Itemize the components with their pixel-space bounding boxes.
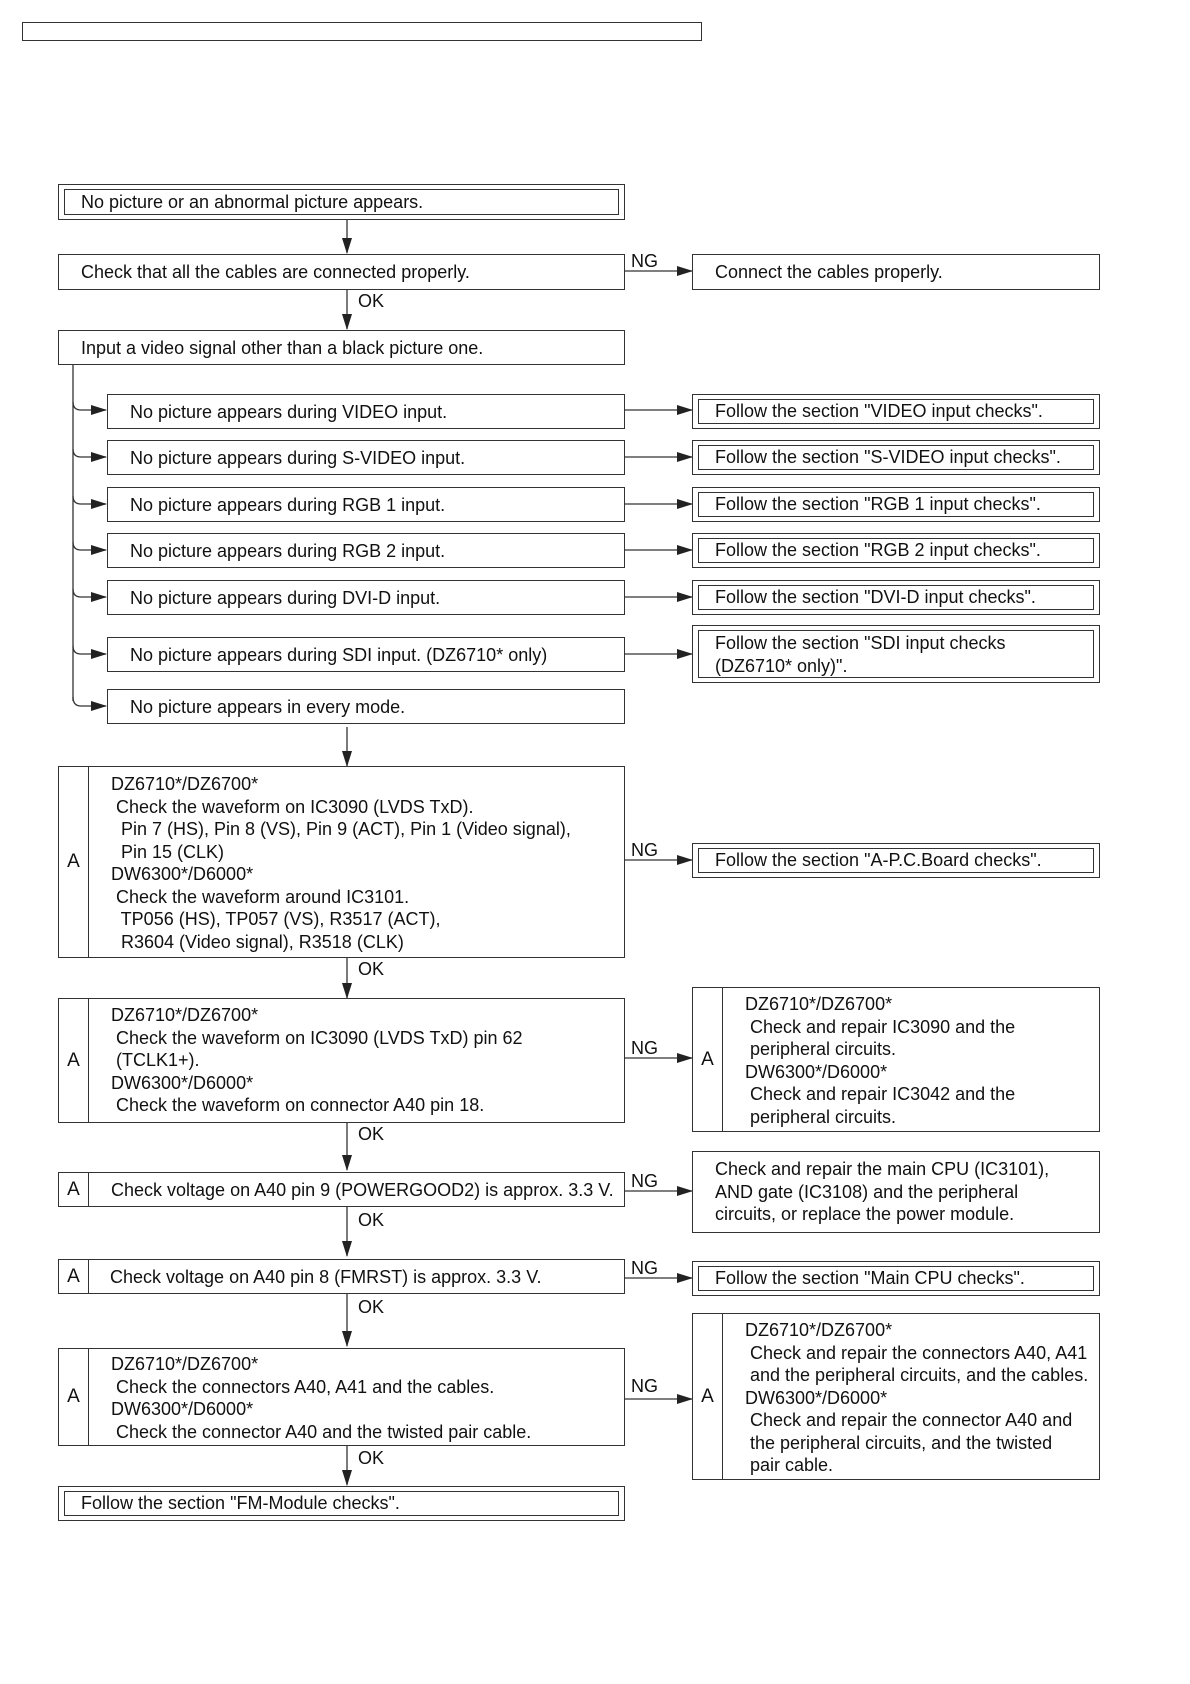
- step3-text: Check voltage on A40 pin 9 (POWERGOOD2) is approx. 3.3 V.: [111, 1180, 614, 1200]
- ok-label-step4: OK: [358, 1297, 385, 1317]
- ok-label-cables: OK: [358, 291, 385, 311]
- step2-ng-line-5: Check and repair IC3042 and the: [745, 1084, 1016, 1104]
- ng-label-step3: NG: [631, 1171, 658, 1191]
- follow-sdi-text-line1: Follow the section "SDI input checks: [715, 633, 1006, 653]
- step3-box: [58, 1172, 625, 1207]
- check-cables-box: [58, 254, 625, 290]
- mode-sdi-text: No picture appears during SDI input. (DZ6710* only): [130, 645, 548, 665]
- step5-ng-line-1: DZ6710*/DZ6700*: [745, 1320, 893, 1340]
- follow-rgb2-box: [692, 533, 1100, 568]
- mode-rgb1-box: [107, 487, 625, 522]
- mode-rgb2-text: No picture appears during RGB 2 input.: [130, 541, 446, 561]
- step3-ng-line-3: circuits, or replace the power module.: [715, 1204, 1015, 1224]
- step2-line-5: Check the waveform on connector A40 pin 18.: [111, 1095, 485, 1115]
- step2-ng-box: [692, 987, 1100, 1132]
- mode-video-text: No picture appears during VIDEO input.: [130, 402, 448, 422]
- follow-sdi-text-line2: (DZ6710* only)".: [715, 656, 848, 676]
- connect-cables-text: Connect the cables properly.: [715, 262, 943, 282]
- step5-ng-box: [692, 1313, 1100, 1480]
- step5-ng-line-5: Check and repair the connector A40 and: [745, 1410, 1073, 1430]
- step5-line-1: DZ6710*/DZ6700*: [111, 1354, 259, 1374]
- step2-ng-line-2: Check and repair IC3090 and the: [745, 1016, 1016, 1037]
- step5-line-4: Check the connector A40 and the twisted pair cable.: [111, 1421, 532, 1442]
- ok-label-step1: OK: [358, 959, 385, 979]
- step1-line-2: Check the waveform on IC3090 (LVDS TxD).: [111, 796, 474, 817]
- step5-ng-line-4: DW6300*/D6000*: [745, 1387, 888, 1408]
- follow-rgb2-text: Follow the section "RGB 2 input checks".: [715, 540, 1041, 560]
- step2-line-4: DW6300*/D6000*: [111, 1072, 254, 1093]
- mode-every-box: [107, 689, 625, 724]
- connect-cables-box: [692, 254, 1100, 290]
- step2-ng-line-4: DW6300*/D6000*: [745, 1061, 888, 1082]
- follow-svideo-text: Follow the section "S-VIDEO input checks".: [715, 447, 1061, 467]
- follow-video-box: [692, 394, 1100, 429]
- ng-label-cables: NG: [631, 251, 658, 271]
- step1-ng-text: Follow the section "A-P.C.Board checks".: [715, 850, 1042, 870]
- step1-ng-box: [692, 843, 1100, 878]
- mode-dvid-text: No picture appears during DVI-D input.: [130, 588, 441, 608]
- step5-box: [58, 1348, 625, 1446]
- step2-ng-line-3: peripheral circuits.: [745, 1039, 897, 1059]
- step1-line-4: Pin 15 (CLK): [111, 841, 225, 862]
- step1-line-8: R3604 (Video signal), R3518 (CLK): [111, 931, 404, 952]
- step4-text: Check voltage on A40 pin 8 (FMRST) is approx. 3.3 V.: [110, 1267, 542, 1287]
- ng-label-step1: NG: [631, 840, 658, 860]
- step5-ng-line-3: and the peripheral circuits, and the cables.: [745, 1365, 1089, 1385]
- ok-label-step5: OK: [358, 1448, 385, 1468]
- step1-line-1: DZ6710*/DZ6700*: [111, 774, 259, 794]
- mode-rgb2-box: [107, 533, 625, 568]
- follow-dvid-text: Follow the section "DVI-D input checks".: [715, 587, 1036, 607]
- ok-label-step3: OK: [358, 1210, 385, 1230]
- step2-box: [58, 998, 625, 1123]
- start-text: No picture or an abnormal picture appears.: [81, 192, 424, 212]
- start-box: [58, 184, 625, 220]
- step2-ng-a-marker: A: [693, 988, 723, 1131]
- step1-line-7: TP056 (HS), TP057 (VS), R3517 (ACT),: [111, 909, 441, 929]
- input-video-text: Input a video signal other than a black picture one.: [81, 338, 484, 358]
- follow-sdi-box: [692, 625, 1100, 683]
- step5-ng-a-marker: A: [693, 1314, 723, 1479]
- step2-a-marker: A: [59, 999, 89, 1122]
- end-text: Follow the section "FM-Module checks".: [81, 1493, 400, 1513]
- mode-every-text: No picture appears in every mode.: [130, 697, 406, 717]
- step1-a-marker: A: [59, 767, 89, 957]
- step3-a-marker: A: [59, 1173, 89, 1206]
- step2-line-2: Check the waveform on IC3090 (LVDS TxD) pin 62: [111, 1027, 523, 1048]
- follow-svideo-box: [692, 440, 1100, 475]
- follow-video-text: Follow the section "VIDEO input checks".: [715, 401, 1043, 421]
- step4-ng-text: Follow the section "Main CPU checks".: [715, 1268, 1025, 1288]
- step1-line-3: Pin 7 (HS), Pin 8 (VS), Pin 9 (ACT), Pin 1 (Video signal),: [111, 819, 571, 839]
- ng-label-step2: NG: [631, 1038, 658, 1058]
- step1-box: [58, 766, 625, 958]
- step3-ng-line-1: Check and repair the main CPU (IC3101),: [715, 1159, 1050, 1179]
- step4-a-marker: A: [59, 1260, 89, 1293]
- follow-rgb1-text: Follow the section "RGB 1 input checks".: [715, 494, 1041, 514]
- end-box: [58, 1486, 625, 1521]
- mode-svideo-box: [107, 440, 625, 475]
- step2-ng-line-1: DZ6710*/DZ6700*: [745, 994, 893, 1014]
- ng-label-step5: NG: [631, 1376, 658, 1396]
- mode-rgb1-text: No picture appears during RGB 1 input.: [130, 495, 446, 515]
- mode-video-box: [107, 394, 625, 429]
- follow-dvid-box: [692, 580, 1100, 615]
- mode-sdi-box: [107, 637, 625, 672]
- step2-line-3: (TCLK1+).: [111, 1050, 200, 1070]
- follow-rgb1-box: [692, 487, 1100, 522]
- mode-svideo-text: No picture appears during S-VIDEO input.: [130, 448, 466, 468]
- step5-line-2: Check the connectors A40, A41 and the cables.: [111, 1376, 495, 1397]
- step2-line-1: DZ6710*/DZ6700*: [111, 1005, 259, 1025]
- step1-line-5: DW6300*/D6000*: [111, 864, 254, 884]
- ok-label-step2: OK: [358, 1124, 385, 1144]
- check-cables-text: Check that all the cables are connected properly.: [81, 262, 470, 282]
- step3-ng-box: [692, 1151, 1100, 1233]
- step5-a-marker: A: [59, 1349, 89, 1445]
- step2-ng-line-6: peripheral circuits.: [745, 1106, 897, 1127]
- step5-ng-line-2: Check and repair the connectors A40, A41: [745, 1342, 1088, 1363]
- mode-dvid-box: [107, 580, 625, 615]
- step4-ng-box: [692, 1261, 1100, 1296]
- ng-label-step4: NG: [631, 1258, 658, 1278]
- input-video-box: [58, 330, 625, 365]
- step5-ng-line-6: the peripheral circuits, and the twisted: [745, 1432, 1053, 1453]
- step3-ng-line-2: AND gate (IC3108) and the peripheral: [715, 1181, 1019, 1202]
- step5-line-3: DW6300*/D6000*: [111, 1399, 254, 1419]
- step4-box: [58, 1259, 625, 1294]
- step5-ng-line-7: pair cable.: [745, 1455, 834, 1475]
- step1-line-6: Check the waveform around IC3101.: [111, 886, 410, 907]
